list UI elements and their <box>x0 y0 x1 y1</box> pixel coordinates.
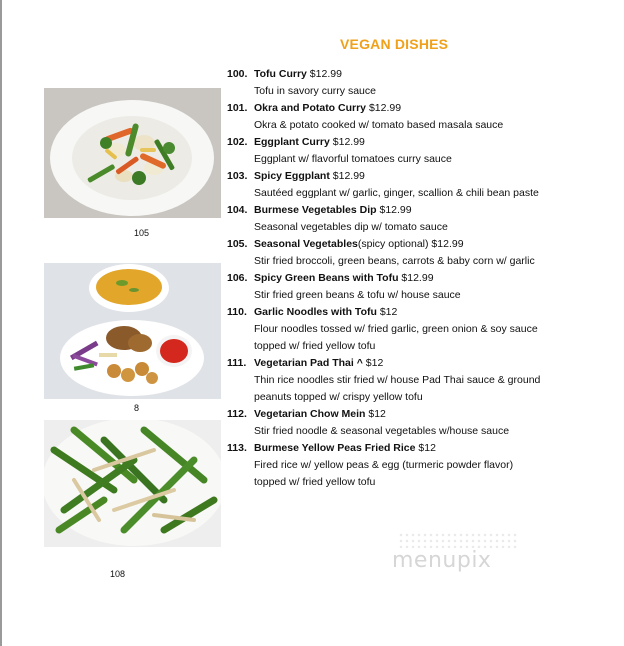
item-price: $12 <box>362 357 384 369</box>
item-price: $12 <box>415 442 436 454</box>
photo-caption-108: 108 <box>110 569 126 579</box>
item-name: Burmese Vegetables Dip <box>254 204 377 216</box>
photo-green-beans-tofu <box>44 420 221 547</box>
item-description: Stir fried broccoli, green beans, carrots & baby corn w/ garlic <box>254 255 535 267</box>
vegetable-plate-image <box>44 88 221 218</box>
item-price: $12 <box>365 408 386 420</box>
item-price: $12.99 <box>329 170 365 182</box>
green-beans-image <box>44 420 221 547</box>
item-name: Vegetarian Pad Thai ^ <box>254 357 363 369</box>
dip-platter-image <box>44 263 221 399</box>
item-number: 112. <box>227 408 247 420</box>
item-price: $12.99 <box>376 204 412 216</box>
menu-item <box>227 355 622 406</box>
photo-caption-8: 8 <box>134 403 140 413</box>
page-left-border <box>0 0 2 646</box>
photo-caption-105: 105 <box>134 228 150 238</box>
menu-item <box>227 270 622 304</box>
item-description: topped w/ fried yellow tofu <box>254 340 376 352</box>
item-price: $12.99 <box>398 272 434 284</box>
item-description: Tofu in savory curry sauce <box>254 85 376 97</box>
item-number: 103. <box>227 170 248 182</box>
item-name: Garlic Noodles with Tofu <box>254 306 377 318</box>
item-name: Spicy Eggplant <box>254 170 330 182</box>
item-name: Seasonal Vegetables <box>254 238 358 250</box>
item-number: 100. <box>227 68 248 80</box>
item-number: 111. <box>227 357 247 369</box>
item-number: 102. <box>227 136 248 148</box>
item-price: $12.99 <box>329 136 365 148</box>
item-description: topped w/ fried yellow tofu <box>254 476 376 488</box>
item-name: Okra and Potato Curry <box>254 102 367 114</box>
item-number: 104. <box>227 204 248 216</box>
photo-vegetables-dip <box>44 263 221 399</box>
item-name: Vegetarian Chow Mein <box>254 408 366 420</box>
item-number: 101. <box>227 102 248 114</box>
watermark-logo: menupix <box>392 548 492 573</box>
item-description: Stir fried noodle & seasonal vegetables w/house sauce <box>254 425 510 437</box>
item-price: (spicy optional) $12.99 <box>357 238 464 250</box>
item-price: $12.99 <box>366 102 402 114</box>
item-description: Seasonal vegetables dip w/ tomato sauce <box>254 221 448 233</box>
watermark-dots <box>398 532 518 548</box>
item-description: Flour noodles tossed w/ fried garlic, green onion & soy sauce <box>254 323 538 335</box>
item-description: Okra & potato cooked w/ tomato based masala sauce <box>254 119 504 131</box>
item-name: Tofu Curry <box>254 68 307 80</box>
menu-item <box>227 134 622 168</box>
item-name: Eggplant Curry <box>254 136 330 148</box>
menu-item <box>227 304 622 355</box>
item-description: Fired rice w/ yellow peas & egg (turmeric powder flavor) <box>254 459 514 471</box>
item-description: Stir fried green beans & tofu w/ house sauce <box>254 289 461 301</box>
menu-item <box>227 236 622 270</box>
item-description: Sautéed eggplant w/ garlic, ginger, scallion & chili bean paste <box>254 187 539 199</box>
menu-item <box>227 202 622 236</box>
photo-seasonal-vegetables <box>44 88 221 218</box>
menu-item <box>227 66 622 100</box>
item-description: Thin rice noodles stir fried w/ house Pad Thai sauce & ground <box>254 374 541 386</box>
section-title: VEGAN DISHES <box>340 36 449 52</box>
item-description: peanuts topped w/ crispy yellow tofu <box>254 391 423 403</box>
menu-item <box>227 440 622 491</box>
item-price: $12.99 <box>306 68 342 80</box>
item-name: Burmese Yellow Peas Fried Rice <box>254 442 416 454</box>
item-number: 105. <box>227 238 248 250</box>
menu-item <box>227 100 622 134</box>
menu-item <box>227 168 622 202</box>
item-name: Spicy Green Beans with Tofu <box>254 272 399 284</box>
item-price: $12 <box>376 306 398 318</box>
menu-list <box>227 66 622 491</box>
item-number: 110. <box>227 306 247 318</box>
menu-item <box>227 406 622 440</box>
item-description: Eggplant w/ flavorful tomatoes curry sauce <box>254 153 452 165</box>
item-number: 113. <box>227 442 247 454</box>
item-number: 106. <box>227 272 248 284</box>
